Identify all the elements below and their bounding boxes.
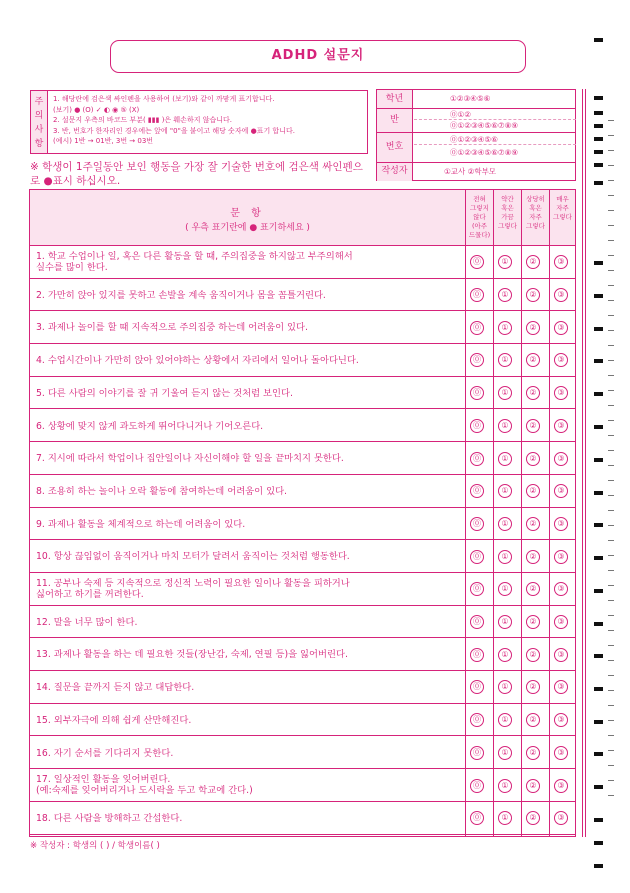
table-row (30, 410, 575, 443)
table-row (30, 737, 575, 770)
answer-option-3[interactable]: ③ (554, 746, 568, 760)
header-col-3: 매우 자주 그렇다 (549, 190, 575, 245)
notes-body (53, 94, 365, 147)
answer-option-2[interactable]: ② (526, 321, 540, 335)
timing-mark (594, 864, 603, 868)
answer-option-2[interactable]: ② (526, 517, 540, 531)
note-line: (보기) ● (O) ✓ ◐ ◉ ⑤ (X) (53, 105, 140, 114)
timing-mark (594, 556, 603, 560)
answer-option-2[interactable]: ② (526, 615, 540, 629)
question-text: 9. 과제나 활동을 체계적으로 하는데 어려움이 있다. (36, 518, 246, 530)
footer-note: ※ 작성자 : 학생의 ( ) / 학생이름( ) (30, 841, 160, 851)
table-row (30, 311, 575, 344)
timing-mark (594, 359, 603, 363)
answer-option-3[interactable]: ③ (554, 386, 568, 400)
timing-mark (594, 491, 603, 495)
answer-option-1[interactable]: ① (498, 321, 512, 335)
question-text: 4. 수업시간이나 가만히 앉아 있어야하는 상황에서 자리에서 일어나 돌아다닌다. (36, 355, 359, 367)
answer-option-0[interactable]: ⓪ (470, 550, 484, 564)
question-text: 15. 외부자극에 의해 쉽게 산만해진다. (36, 714, 192, 726)
answer-option-3[interactable]: ③ (554, 811, 568, 825)
answer-option-3[interactable]: ③ (554, 713, 568, 727)
answer-option-2[interactable]: ② (526, 550, 540, 564)
writer-options[interactable]: ①교사 ②학부모 (444, 167, 497, 176)
grade-options[interactable]: ①②③④⑤⑥ (450, 94, 491, 103)
answer-option-1[interactable]: ① (498, 680, 512, 694)
timing-mark (594, 261, 603, 265)
timing-mark (594, 327, 603, 331)
answer-option-0[interactable]: ⓪ (470, 648, 484, 662)
timing-mark (594, 523, 603, 527)
answer-option-2[interactable]: ② (526, 713, 540, 727)
table-row (30, 802, 575, 835)
answer-option-2[interactable]: ② (526, 419, 540, 433)
answer-option-2[interactable]: ② (526, 582, 540, 596)
table-row (30, 508, 575, 541)
answer-option-3[interactable]: ③ (554, 648, 568, 662)
answer-option-0[interactable]: ⓪ (470, 779, 484, 793)
timing-mark (594, 425, 603, 429)
note-line: 2. 설문지 우측의 바코드 부분( ▮▮▮ )은 훼손하지 않습니다. (53, 116, 232, 124)
answer-option-2[interactable]: ② (526, 746, 540, 760)
answer-option-3[interactable]: ③ (554, 288, 568, 302)
answer-option-1[interactable]: ① (498, 386, 512, 400)
answer-option-2[interactable]: ② (526, 484, 540, 498)
answer-option-3[interactable]: ③ (554, 452, 568, 466)
answer-option-1[interactable]: ① (498, 419, 512, 433)
question-text: 10. 항상 끊임없이 움직이거나 마치 모터가 달려서 움직이는 것처럼 행동한다. (36, 551, 350, 563)
answer-option-0[interactable]: ⓪ (470, 321, 484, 335)
table-row (30, 540, 575, 573)
table-row (30, 671, 575, 704)
question-text: 7. 지시에 따라서 학업이나 집안일이나 자신이해야 할 일을 끝마치지 못한다. (36, 453, 344, 465)
answer-option-2[interactable]: ② (526, 288, 540, 302)
notes-side-char: 사 (34, 125, 44, 135)
table-row (30, 606, 575, 639)
answer-option-0[interactable]: ⓪ (470, 713, 484, 727)
answer-option-3[interactable]: ③ (554, 779, 568, 793)
header-item-sub: ( 우측 표기란에 ● 표기하세요 ) (185, 223, 310, 233)
notes-side-label (31, 91, 48, 153)
timing-mark (594, 720, 603, 724)
answer-option-0[interactable]: ⓪ (470, 353, 484, 367)
question-text: 8. 조용히 하는 놀이나 오락 활동에 참여하는데 어려움이 있다. (36, 485, 288, 497)
answer-option-3[interactable]: ③ (554, 353, 568, 367)
timing-mark (594, 818, 603, 822)
timing-mark (594, 589, 603, 593)
timing-mark (594, 752, 603, 756)
answer-option-0[interactable]: ⓪ (470, 452, 484, 466)
timing-mark (594, 111, 603, 115)
timing-mark (594, 124, 603, 128)
header-item-title: 문 항 (230, 208, 265, 219)
question-text: 12. 말을 너무 많이 한다. (36, 616, 138, 628)
writer-label: 작성자 (377, 162, 413, 181)
answer-option-0[interactable]: ⓪ (470, 746, 484, 760)
timing-mark (594, 785, 603, 789)
answer-option-3[interactable]: ③ (554, 419, 568, 433)
answer-option-1[interactable]: ① (498, 648, 512, 662)
table-row (30, 442, 575, 475)
table-row (30, 573, 575, 606)
notes-box (30, 90, 368, 154)
answer-option-3[interactable]: ③ (554, 321, 568, 335)
notes-side-char: 의 (34, 111, 44, 121)
note-line: 1. 해당란에 검은색 싸인펜을 사용하여 (보기)와 같이 까맣게 표기합니다. (53, 95, 275, 103)
number-ones-options[interactable]: ⓪①②③④⑤⑥⑦⑧⑨ (450, 148, 519, 157)
question-text: 11. 공부나 숙제 등 지속적으로 정신적 노력이 필요한 일이나 활동을 피하거나 싫어하고 하기를 꺼려한다. (36, 578, 350, 600)
table-row (30, 246, 575, 279)
answer-option-3[interactable]: ③ (554, 550, 568, 564)
answer-option-1[interactable]: ① (498, 713, 512, 727)
answer-option-0[interactable]: ⓪ (470, 615, 484, 629)
header-col-2: 상당히 혹은 자주 그렇다 (521, 190, 549, 245)
answer-option-1[interactable]: ① (498, 255, 512, 269)
answer-option-2[interactable]: ② (526, 648, 540, 662)
answer-option-0[interactable]: ⓪ (470, 288, 484, 302)
answer-option-1[interactable]: ① (498, 452, 512, 466)
timing-mark (594, 137, 603, 141)
answer-option-2[interactable]: ② (526, 452, 540, 466)
note-line: 3. 반, 번호가 한자리인 경우에는 앞에 "0"을 붙이고 해당 숫자에 ●표기 합니다. (53, 126, 295, 135)
header-item (30, 190, 465, 245)
answer-option-1[interactable]: ① (498, 811, 512, 825)
answer-option-1[interactable]: ① (498, 517, 512, 531)
answer-option-2[interactable]: ② (526, 779, 540, 793)
timing-mark (594, 96, 603, 100)
timing-mark (594, 458, 603, 462)
answer-option-1[interactable]: ① (498, 288, 512, 302)
question-text: 17. 일상적인 활동을 잊어버린다. (예:숙제를 잊어버리거나 도시락을 두고 학교에 간다.) (36, 774, 253, 797)
answer-option-0[interactable]: ⓪ (470, 811, 484, 825)
question-text: 14. 질문을 끝까지 듣지 않고 대답한다. (36, 682, 195, 694)
answer-option-0[interactable]: ⓪ (470, 517, 484, 531)
answer-option-3[interactable]: ③ (554, 680, 568, 694)
timing-mark (594, 163, 603, 167)
answer-option-2[interactable]: ② (526, 811, 540, 825)
table-row (30, 475, 575, 508)
answer-option-0[interactable]: ⓪ (470, 386, 484, 400)
answer-option-3[interactable]: ③ (554, 517, 568, 531)
answer-option-3[interactable]: ③ (554, 582, 568, 596)
timing-mark (594, 622, 603, 626)
page-title: ADHD 설문지 (110, 40, 526, 73)
question-text: 13. 과제나 활동을 하는 데 필요한 것들(장난감, 숙제, 연필 등)을 잃어버린다. (36, 649, 348, 661)
student-info-box (376, 89, 576, 181)
answer-option-1[interactable]: ① (498, 615, 512, 629)
timing-mark (594, 654, 603, 658)
timing-mark (594, 150, 603, 154)
answer-option-2[interactable]: ② (526, 353, 540, 367)
answer-option-1[interactable]: ① (498, 550, 512, 564)
question-text: 3. 과제나 놀이를 할 때 지속적으로 주의집중 하는데 어려움이 있다. (36, 322, 308, 334)
table-header (30, 190, 575, 246)
question-text: 2. 가만히 앉아 있지를 못하고 손발을 계속 움직이거나 몸을 꼼틀거린다. (36, 289, 326, 301)
answer-option-0[interactable]: ⓪ (470, 680, 484, 694)
answer-option-3[interactable]: ③ (554, 484, 568, 498)
survey-table (29, 189, 576, 837)
header-col-0: 전혀 그렇지 않다 (아주 드물다) (465, 190, 493, 245)
answer-option-1[interactable]: ① (498, 353, 512, 367)
answer-option-0[interactable]: ⓪ (470, 582, 484, 596)
answer-option-2[interactable]: ② (526, 680, 540, 694)
table-row (30, 638, 575, 671)
answer-option-2[interactable]: ② (526, 255, 540, 269)
answer-option-0[interactable]: ⓪ (470, 419, 484, 433)
instruction-text: ※ 학생이 1주일동안 보인 행동을 가장 잘 기술한 번호에 검은색 싸인펜으로 ●표시 하십시오. (30, 161, 363, 187)
barcode-strip (608, 120, 616, 810)
answer-option-1[interactable]: ① (498, 779, 512, 793)
answer-option-2[interactable]: ② (526, 386, 540, 400)
answer-option-1[interactable]: ① (498, 746, 512, 760)
answer-option-1[interactable]: ① (498, 582, 512, 596)
question-text: 1. 학교 수업이나 일, 혹은 다른 활동을 할 때, 주의집중을 하지않고 부주의해서 실수를 많이 한다. (36, 251, 353, 273)
note-line: (예시) 1반 → 01반, 3번 → 03번 (53, 137, 154, 145)
number-label: 번호 (377, 132, 413, 162)
table-row (30, 704, 575, 737)
notes-side-char: 주 (34, 97, 44, 107)
class-tens-options[interactable]: ⓪①② (414, 109, 576, 120)
question-text: 18. 다른 사람을 방해하고 간섭한다. (36, 812, 183, 824)
class-ones-options[interactable]: ⓪①②③④⑤⑥⑦⑧⑨ (450, 121, 519, 130)
table-row (30, 769, 575, 802)
timing-mark (594, 181, 603, 185)
timing-mark (594, 392, 603, 396)
answer-option-1[interactable]: ① (498, 484, 512, 498)
answer-option-3[interactable]: ③ (554, 615, 568, 629)
answer-option-0[interactable]: ⓪ (470, 484, 484, 498)
table-row (30, 377, 575, 410)
grade-label: 학년 (377, 90, 413, 108)
timing-mark (594, 687, 603, 691)
table-row (30, 279, 575, 312)
question-text: 6. 상황에 맞지 않게 과도하게 뛰어다니거나 기어오른다. (36, 420, 264, 432)
notes-side-char: 항 (34, 139, 44, 149)
answer-option-0[interactable]: ⓪ (470, 255, 484, 269)
timing-mark (594, 294, 603, 298)
class-label: 반 (377, 108, 413, 132)
answer-option-3[interactable]: ③ (554, 255, 568, 269)
question-text: 5. 다른 사람의 이야기를 잘 귀 기울여 듣지 않는 것처럼 보인다. (36, 387, 293, 399)
question-text: 16. 자기 순서를 기다리지 못한다. (36, 747, 174, 759)
timing-mark (594, 38, 603, 42)
number-tens-options[interactable]: ⓪①②③④⑤⑥ (414, 134, 576, 145)
header-col-1: 약간 혹은 가끔 그렇다 (493, 190, 521, 245)
table-row (30, 344, 575, 377)
timing-mark (594, 841, 603, 845)
